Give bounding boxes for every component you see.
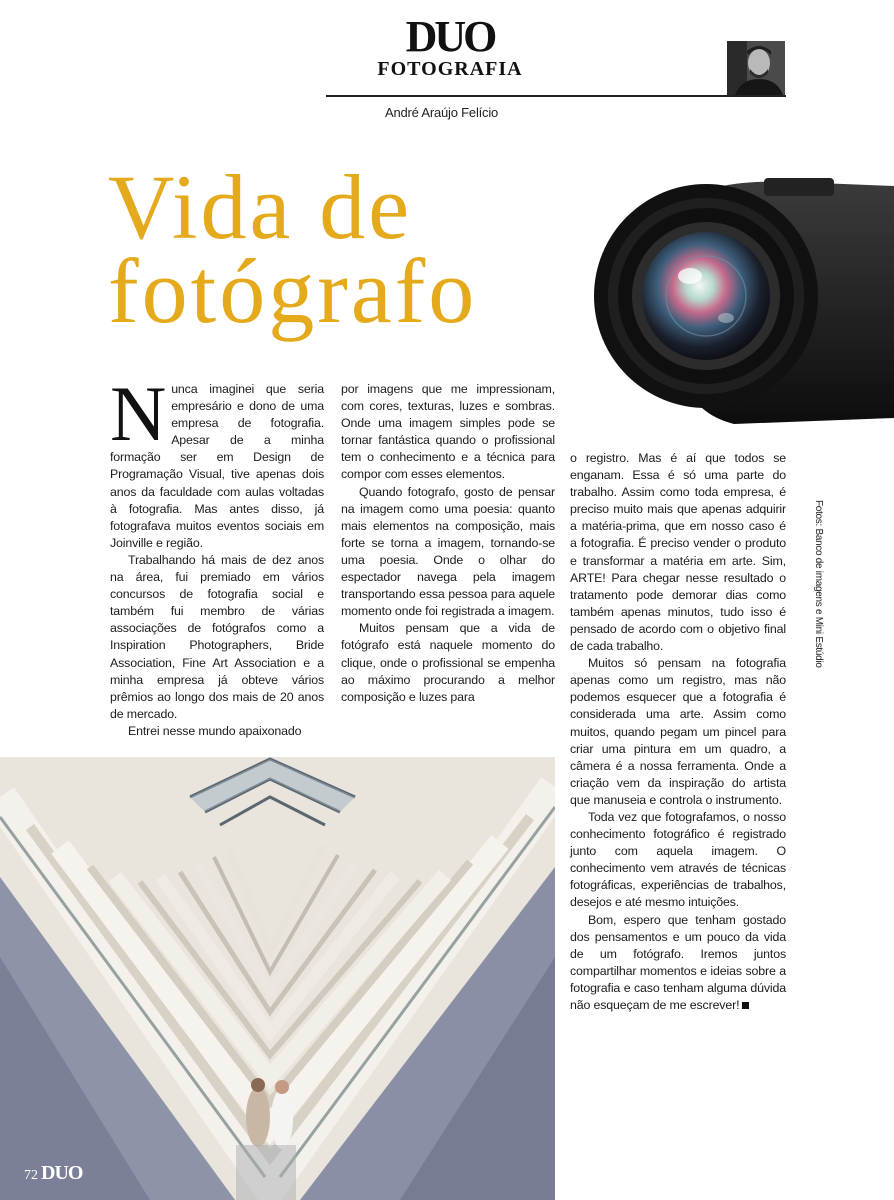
paragraph: Quando fotografo, gosto de pensar na imagem como uma poesia: quanto mais elementos na composição, mais forte se torna a imagem, tornando-se uma poesia. Onde o olhar do espectador navega pela imagem transportando essa pessoa para aquele momento onde foi registrada a imagem.	[341, 484, 555, 619]
paragraph: o registro. Mas é aí que todos se enganam. Essa é só uma parte do trabalho. Assim como toda empresa, é preciso muito mais que apenas adquirir a matéria-prima, que em nosso caso é a fotografia. É preciso vender o produto e transformar a matéria em arte. Sim, ARTE! Para chegar nesse resultado o tratamento pode demorar dias como também apenas minutos, tudo isso é pensado de acordo com o objetivo final de cada trabalho.	[570, 451, 786, 654]
photo-credit: Fotos: Banco de imagens e Mini Estúdio	[813, 500, 824, 668]
magazine-logo	[360, 12, 540, 80]
paragraph: Nunca imaginei que seria empresário e dono de uma empresa de fotografia. Apesar de a minha formação ser em Design de Programação Visual, tive apenas dois anos da faculdade com aulas voltadas à fotografia. Mas antes disso, já fotografava muitos eventos sociais em Joinville e região.	[110, 370, 324, 550]
title-line-2: fotógrafo	[108, 240, 478, 342]
section-name: FOTOGRAFIA	[377, 58, 523, 80]
page-footer	[24, 1162, 82, 1185]
paragraph: Muitos pensam que a vida de fotógrafo está naquele momento do clique, onde o profissional se empenha ao máximo procurando a melhor composição e luzes para	[341, 621, 555, 704]
paragraph: Trabalhando há mais de dez anos na área, fui premiado em vários concursos de fotografia social e também fui membro de várias associações de fotógrafos como a Inspiration Photographers, Bride Association, Fine Art Association e a minha empresa já obteve vários prêmios ao longo dos mais de 20 anos de mercado.	[110, 552, 324, 721]
paragraph: Toda vez que fotografamos, o nosso conhecimento fotográfico é registrado junto com aquela imagem. O conhecimento vem através de técnicas fotográficas, experiências de trabalhos, desejos e até mesmo intuições.	[570, 809, 786, 910]
page-number: 72	[24, 1168, 38, 1183]
architecture-photo	[0, 757, 555, 1200]
author-byline: André Araújo Felício	[385, 105, 499, 120]
article-column-1	[110, 370, 324, 740]
header-rule	[326, 95, 786, 97]
magazine-name: DUO	[405, 12, 495, 61]
author-photo	[727, 41, 785, 95]
article-column-3	[570, 450, 786, 1014]
footer-magazine-name: DUO	[41, 1162, 83, 1184]
drop-cap: N	[110, 370, 167, 457]
paragraph: Entrei nesse mundo apaixonado	[128, 723, 302, 738]
paragraph: Bom, espero que tenham gostado dos pensamentos e um pouco da vida de um fotógrafo. Iremos juntos compartilhar momentos e ideias sobre a fotografia e caso tenham alguma dúvida não esqueçam de me escrever!	[570, 912, 786, 1012]
title-line-1: Vida de	[108, 156, 413, 258]
article-title	[108, 156, 478, 342]
camera-photo	[594, 178, 894, 426]
article-column-2	[341, 381, 555, 706]
end-of-article-mark	[742, 1002, 749, 1009]
paragraph: Muitos só pensam na fotografia apenas como um registro, mas não podemos esquecer que a fotografia é considerada uma arte. Assim como muitos, quando pegam um pincel para criar uma pintura em um quadro, a câmera é a nossa ferramenta. Onde a criação vem da inspiração do artista que manuseia e controla o instrumento.	[570, 656, 786, 807]
paragraph: por imagens que me impressionam, com cores, texturas, luzes e sombras. Onde uma imagem simples pode se tornar fantástica quando o profissional tem o conhecimento e a técnica para compor com esses elementos.	[341, 382, 555, 482]
